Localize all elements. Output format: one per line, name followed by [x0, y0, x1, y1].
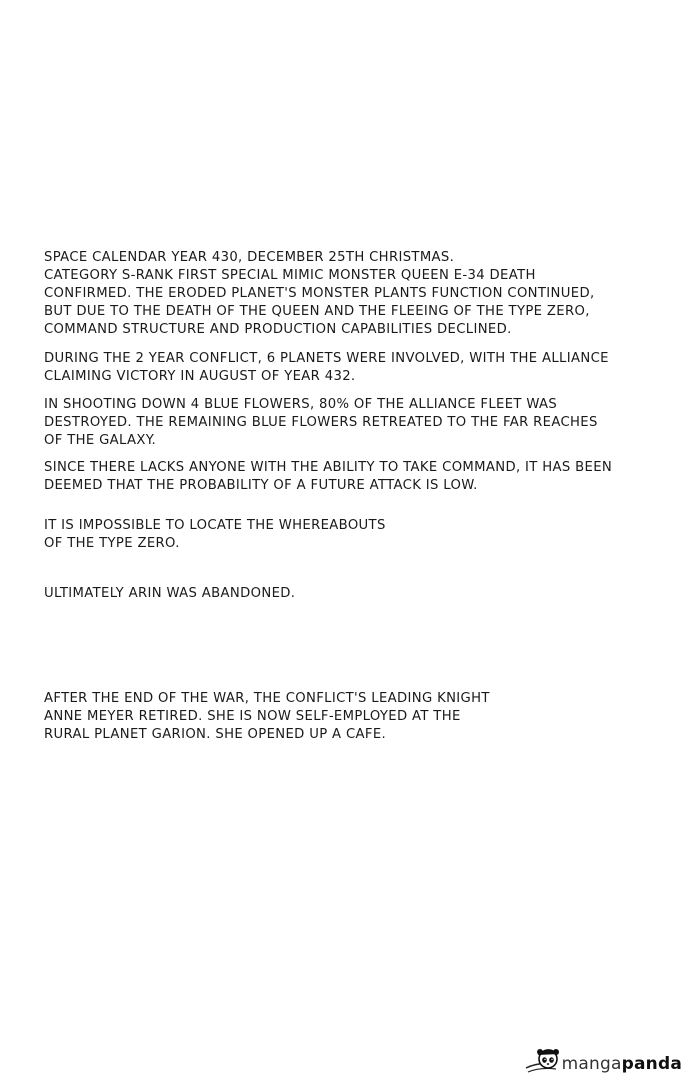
narration-paragraph-5: IT IS IMPOSSIBLE TO LOCATE THE WHEREABOUTS OF THE TYPE ZERO. — [44, 518, 386, 551]
panda-logo-icon — [524, 1042, 564, 1078]
narration-paragraph-6: ULTIMATELY ARIN WAS ABANDONED. — [44, 586, 296, 601]
watermark-text-manga: manga — [561, 1054, 622, 1074]
narration-paragraph-7: AFTER THE END OF THE WAR, THE CONFLICT'S LEADING KNIGHT ANNE MEYER RETIRED. SHE IS NOW SELF-EMPLOYED AT THE RURAL PLANET GARION. SHE OPENED UP A CAFE. — [44, 691, 490, 742]
watermark-text — [562, 1054, 682, 1074]
narration-paragraph-1: SPACE CALENDAR YEAR 430, DECEMBER 25TH CHRISTMAS. CATEGORY S-RANK FIRST SPECIAL MIMIC MONSTER QUEEN E-34 DEATH CONFIRMED. THE ERODED PLANET'S MONSTER PLANTS FUNCTION CONTINUED, BUT DUE TO THE DEATH OF THE QUEEN AND THE FLEEING OF THE TYPE ZERO, COMMAND STRUCTURE AND PRODUCTION CAPABILITIES DECLINED. — [44, 250, 595, 337]
narration-paragraph-3: IN SHOOTING DOWN 4 BLUE FLOWERS, 80% OF THE ALLIANCE FLEET WAS DESTROYED. THE REMAINING BLUE FLOWERS RETREATED TO THE FAR REACHES OF THE GALAXY. — [44, 397, 598, 448]
mangapanda-watermark — [524, 1042, 682, 1078]
narration-paragraph-4: SINCE THERE LACKS ANYONE WITH THE ABILITY TO TAKE COMMAND, IT HAS BEEN DEEMED THAT THE PROBABILITY OF A FUTURE ATTACK IS LOW. — [44, 460, 613, 493]
watermark-text-panda: panda — [621, 1054, 682, 1074]
narration-paragraph-2: DURING THE 2 YEAR CONFLICT, 6 PLANETS WERE INVOLVED, WITH THE ALLIANCE CLAIMING VICTORY IN AUGUST OF YEAR 432. — [44, 351, 609, 384]
